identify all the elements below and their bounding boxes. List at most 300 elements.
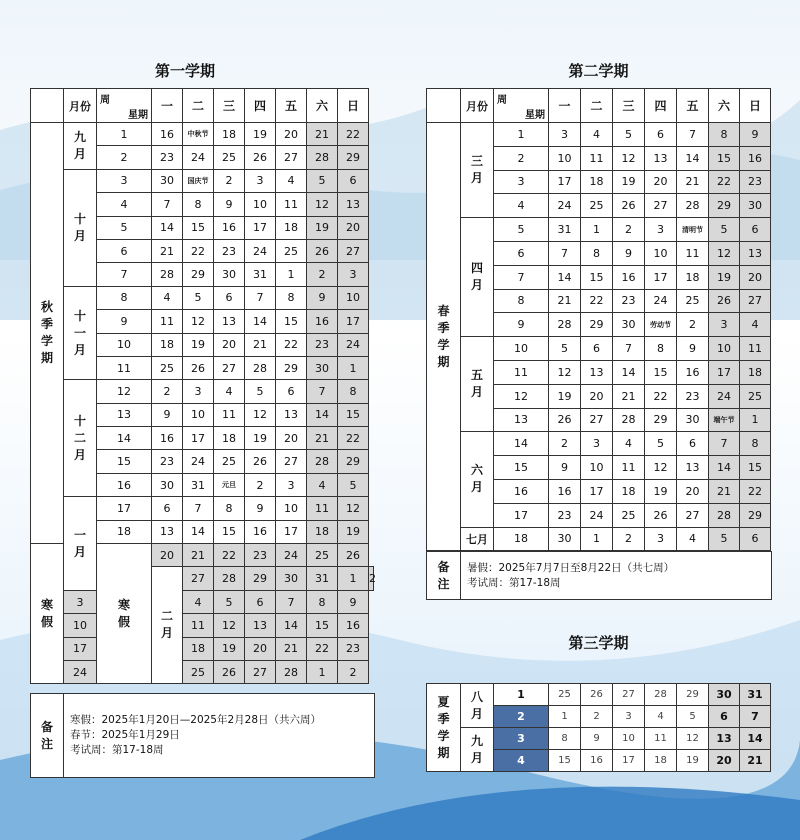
- break-day-cell: 13: [245, 614, 276, 637]
- break-day-cell: 14: [276, 614, 307, 637]
- break-day-cell: 10: [64, 614, 97, 637]
- day-cell: 18: [740, 360, 771, 384]
- week-row: [427, 337, 771, 361]
- day-cell: 2: [152, 380, 183, 403]
- day-cell: 19: [613, 170, 645, 194]
- day-cell: 8: [549, 728, 581, 750]
- day-cell: 24: [183, 450, 214, 473]
- break-day-cell: 2: [369, 567, 374, 590]
- week-number: 1: [494, 684, 549, 706]
- day-cell: 23: [677, 384, 709, 408]
- day-cell: 26: [307, 239, 338, 262]
- day-cell: 17: [183, 427, 214, 450]
- term2-title: 第二学期: [568, 62, 629, 80]
- day-cell: 30: [677, 408, 709, 432]
- day-cell: 26: [709, 289, 740, 313]
- day-cell: 6: [214, 286, 245, 309]
- day-cell: 25: [677, 289, 709, 313]
- day-cell: 17: [709, 360, 740, 384]
- day-cell: 14: [549, 265, 581, 289]
- month-aug: 八月: [461, 684, 494, 728]
- break-day-cell: 26: [338, 544, 369, 567]
- break-day-cell: 27: [183, 567, 214, 590]
- day-cell: 2: [581, 706, 613, 728]
- day-cell: 清明节: [677, 218, 709, 242]
- day-cell: 9: [245, 497, 276, 520]
- day-cell: 22: [338, 427, 369, 450]
- day-cell: 3: [276, 473, 307, 496]
- day-cell: 6: [645, 123, 677, 147]
- day-cell: 25: [214, 146, 245, 169]
- day-cell: 29: [740, 503, 771, 527]
- break-row: [31, 637, 374, 660]
- day-cell: 4: [152, 286, 183, 309]
- day-cell: 19: [183, 333, 214, 356]
- day-cell: 3: [549, 123, 581, 147]
- day-cell: 13: [709, 728, 740, 750]
- day-cell: 4: [677, 527, 709, 551]
- day-cell: 30: [152, 473, 183, 496]
- day-cell: 11: [152, 310, 183, 333]
- day-cell: 4: [214, 380, 245, 403]
- day-cell: 28: [307, 450, 338, 473]
- day-cell: 6: [677, 432, 709, 456]
- header-blank: [427, 89, 461, 123]
- day-cell: 17: [549, 170, 581, 194]
- day-cell: 12: [677, 728, 709, 750]
- day-cell: 17: [276, 520, 307, 543]
- break-day-cell: 22: [307, 637, 338, 660]
- day-cell: 20: [740, 265, 771, 289]
- day-cell: 30: [549, 527, 581, 551]
- day-cell: 12: [613, 146, 645, 170]
- break-day-cell: 8: [307, 590, 338, 613]
- day-cell: 14: [677, 146, 709, 170]
- week-number: 4: [494, 750, 549, 772]
- week-number: 8: [494, 289, 549, 313]
- day-cell: 20: [677, 479, 709, 503]
- day-cell: 18: [152, 333, 183, 356]
- day-cell: 2: [677, 313, 709, 337]
- day-cell: 13: [740, 241, 771, 265]
- day-cell: 21: [709, 479, 740, 503]
- day-cell: 13: [276, 403, 307, 426]
- day-cell: 20: [276, 123, 307, 146]
- day-cell: 18: [645, 750, 677, 772]
- week-number: 13: [494, 408, 549, 432]
- day-cell: 10: [276, 497, 307, 520]
- day-header-tue: 二: [183, 89, 214, 123]
- day-cell: 19: [338, 520, 369, 543]
- week-number: 18: [494, 527, 549, 551]
- break-day-cell: 23: [338, 637, 369, 660]
- day-cell: 25: [549, 684, 581, 706]
- day-cell: 17: [581, 479, 613, 503]
- day-cell: 21: [613, 384, 645, 408]
- day-cell: 15: [183, 216, 214, 239]
- day-cell: 6: [276, 380, 307, 403]
- week-number: 15: [494, 456, 549, 480]
- day-cell: 1: [581, 527, 613, 551]
- day-cell: 31: [183, 473, 214, 496]
- break-day-cell: 17: [64, 637, 97, 660]
- day-cell: 6: [152, 497, 183, 520]
- week-number: 10: [494, 337, 549, 361]
- week-number: 16: [97, 473, 152, 496]
- day-cell: 19: [677, 750, 709, 772]
- day-cell: 29: [183, 263, 214, 286]
- day-cell: 12: [307, 193, 338, 216]
- term3-season-label: 夏季学期: [427, 684, 461, 772]
- break-day-cell: 28: [214, 567, 245, 590]
- day-cell: 16: [307, 310, 338, 333]
- day-header-sun: 日: [740, 89, 771, 123]
- day-cell: 16: [677, 360, 709, 384]
- break-day-cell: 30: [276, 567, 307, 590]
- day-cell: 27: [276, 146, 307, 169]
- day-cell: 26: [549, 408, 581, 432]
- day-cell: 13: [338, 193, 369, 216]
- break-day-cell: 24: [276, 544, 307, 567]
- break-day-cell: 18: [183, 637, 214, 660]
- day-cell: 28: [709, 503, 740, 527]
- break-day-cell: 24: [64, 660, 97, 683]
- day-cell: 14: [152, 216, 183, 239]
- week-row: [427, 527, 771, 551]
- day-cell: 9: [214, 193, 245, 216]
- day-cell: 7: [709, 432, 740, 456]
- day-cell: 3: [613, 706, 645, 728]
- day-cell: 9: [152, 403, 183, 426]
- day-cell: 9: [581, 728, 613, 750]
- day-cell: 9: [740, 123, 771, 147]
- day-cell: 10: [183, 403, 214, 426]
- day-cell: 30: [152, 169, 183, 192]
- header-diagonal: [97, 89, 152, 123]
- day-cell: 13: [581, 360, 613, 384]
- day-cell: 3: [183, 380, 214, 403]
- week-number: 15: [97, 450, 152, 473]
- week-number: 3: [97, 169, 152, 192]
- day-cell: 24: [645, 289, 677, 313]
- week-number: 5: [97, 216, 152, 239]
- term3-title: 第三学期: [568, 634, 629, 652]
- day-cell: 28: [613, 408, 645, 432]
- week-number: 4: [494, 194, 549, 218]
- day-cell: 10: [581, 456, 613, 480]
- week-row: [31, 123, 374, 146]
- day-cell: 20: [276, 427, 307, 450]
- day-cell: 11: [581, 146, 613, 170]
- break-row: [31, 614, 374, 637]
- day-cell: 8: [581, 241, 613, 265]
- day-cell: 29: [709, 194, 740, 218]
- term2-note-summer: 暑假：2025年7月7日至8月22日（共七周）: [467, 561, 675, 574]
- day-cell: 18: [581, 170, 613, 194]
- day-cell: 22: [740, 479, 771, 503]
- day-header-sat: 六: [709, 89, 740, 123]
- day-cell: 25: [276, 239, 307, 262]
- day-cell: 10: [613, 728, 645, 750]
- week-number: 6: [494, 241, 549, 265]
- day-cell: 5: [183, 286, 214, 309]
- week-number: 9: [97, 310, 152, 333]
- day-cell: 15: [276, 310, 307, 333]
- day-cell: 4: [581, 123, 613, 147]
- term2-notes: [426, 551, 772, 600]
- day-cell: 18: [677, 265, 709, 289]
- day-cell: 29: [581, 313, 613, 337]
- day-cell: 5: [307, 169, 338, 192]
- week-number: 7: [97, 263, 152, 286]
- break-day-cell: 25: [307, 544, 338, 567]
- day-cell: 7: [307, 380, 338, 403]
- day-cell: 16: [549, 479, 581, 503]
- day-cell: 3: [645, 527, 677, 551]
- day-header-sun: 日: [338, 89, 369, 123]
- day-cell: 20: [338, 216, 369, 239]
- header-weekday: 星期: [525, 109, 545, 121]
- week-number: 11: [494, 360, 549, 384]
- break-day-cell: 4: [183, 590, 214, 613]
- day-cell: 10: [645, 241, 677, 265]
- break-day-cell: 1: [307, 660, 338, 683]
- day-cell: 15: [581, 265, 613, 289]
- day-cell: 16: [613, 265, 645, 289]
- day-cell: 16: [740, 146, 771, 170]
- day-cell: 14: [709, 456, 740, 480]
- day-cell: 22: [709, 170, 740, 194]
- day-cell: 4: [740, 313, 771, 337]
- day-cell: 10: [549, 146, 581, 170]
- day-cell: 5: [549, 337, 581, 361]
- break-day-cell: 20: [152, 544, 183, 567]
- day-cell: 16: [214, 216, 245, 239]
- week-number: 16: [494, 479, 549, 503]
- day-cell: 5: [677, 706, 709, 728]
- break-day-cell: 21: [183, 544, 214, 567]
- day-cell: 16: [152, 123, 183, 146]
- break-day-cell: 2: [338, 660, 369, 683]
- day-cell: 7: [152, 193, 183, 216]
- break-day-cell: 20: [245, 637, 276, 660]
- day-cell: 24: [709, 384, 740, 408]
- day-cell: 15: [740, 456, 771, 480]
- header-week: 周: [497, 94, 507, 106]
- week-number: 9: [494, 313, 549, 337]
- day-cell: 22: [338, 123, 369, 146]
- day-cell: 1: [581, 218, 613, 242]
- day-cell: 20: [581, 384, 613, 408]
- day-cell: 15: [338, 403, 369, 426]
- day-cell: 30: [214, 263, 245, 286]
- day-cell: 25: [613, 503, 645, 527]
- day-header-thu: 四: [645, 89, 677, 123]
- day-cell: 29: [338, 146, 369, 169]
- day-cell: 元旦: [214, 473, 245, 496]
- day-cell: 18: [276, 216, 307, 239]
- day-cell: 20: [645, 170, 677, 194]
- day-cell: 9: [307, 286, 338, 309]
- day-cell: 27: [740, 289, 771, 313]
- day-cell: 16: [581, 750, 613, 772]
- day-cell: 8: [183, 193, 214, 216]
- day-cell: 1: [338, 356, 369, 379]
- day-cell: 5: [338, 473, 369, 496]
- day-cell: 端午节: [709, 408, 740, 432]
- day-cell: 2: [613, 527, 645, 551]
- day-cell: 23: [214, 239, 245, 262]
- week-row: [31, 286, 374, 309]
- day-cell: 15: [709, 146, 740, 170]
- term1-notes-text: [64, 694, 375, 778]
- day-cell: 23: [613, 289, 645, 313]
- term2-calendar: [426, 88, 771, 551]
- week-number: 5: [494, 218, 549, 242]
- day-cell: 13: [152, 520, 183, 543]
- day-cell: 12: [338, 497, 369, 520]
- day-cell: 29: [338, 450, 369, 473]
- day-cell: 4: [276, 169, 307, 192]
- break-day-cell: 21: [276, 637, 307, 660]
- day-cell: 24: [245, 239, 276, 262]
- break-day-cell: 11: [183, 614, 214, 637]
- day-cell: 23: [549, 503, 581, 527]
- day-cell: 20: [214, 333, 245, 356]
- day-cell: 22: [645, 384, 677, 408]
- day-cell: 4: [307, 473, 338, 496]
- day-cell: 25: [740, 384, 771, 408]
- break-day-cell: 23: [245, 544, 276, 567]
- day-cell: 31: [549, 218, 581, 242]
- month-nov: 十一月: [64, 286, 97, 380]
- day-cell: 31: [245, 263, 276, 286]
- term1-break-season-label: 寒假: [31, 544, 64, 684]
- day-cell: 27: [581, 408, 613, 432]
- week-number: 8: [97, 286, 152, 309]
- day-cell: 21: [152, 239, 183, 262]
- break-day-cell: 5: [214, 590, 245, 613]
- day-cell: 27: [214, 356, 245, 379]
- day-cell: 24: [549, 194, 581, 218]
- day-cell: 17: [338, 310, 369, 333]
- day-cell: 29: [677, 684, 709, 706]
- day-cell: 23: [152, 146, 183, 169]
- day-cell: 21: [307, 123, 338, 146]
- day-cell: 26: [245, 450, 276, 473]
- break-day-cell: 16: [338, 614, 369, 637]
- break-day-cell: 7: [276, 590, 307, 613]
- week-number: 6: [97, 239, 152, 262]
- day-cell: 11: [740, 337, 771, 361]
- day-cell: 4: [645, 706, 677, 728]
- day-cell: 19: [549, 384, 581, 408]
- day-cell: 8: [645, 337, 677, 361]
- term1-notes: [30, 693, 375, 778]
- week-number: 12: [97, 380, 152, 403]
- term1-season-label: 秋季学期: [31, 123, 64, 544]
- week-number: 10: [97, 333, 152, 356]
- day-cell: 12: [645, 456, 677, 480]
- week-number: 4: [97, 193, 152, 216]
- day-cell: 1: [549, 706, 581, 728]
- day-cell: 30: [740, 194, 771, 218]
- day-header-mon: 一: [152, 89, 183, 123]
- header-diagonal: [494, 89, 549, 123]
- day-cell: 5: [709, 218, 740, 242]
- week-row: [31, 497, 374, 520]
- week-number: 1: [97, 123, 152, 146]
- week-number: 1: [494, 123, 549, 147]
- day-cell: 11: [613, 456, 645, 480]
- day-cell: 19: [245, 427, 276, 450]
- day-cell: 6: [740, 527, 771, 551]
- break-day-cell: 28: [276, 660, 307, 683]
- day-cell: 23: [307, 333, 338, 356]
- day-cell: 19: [709, 265, 740, 289]
- day-cell: 5: [613, 123, 645, 147]
- day-cell: 17: [645, 265, 677, 289]
- break-day-cell: 31: [307, 567, 338, 590]
- day-header-fri: 五: [677, 89, 709, 123]
- day-cell: 31: [740, 684, 771, 706]
- month-sep: 九月: [64, 123, 97, 170]
- day-cell: 29: [276, 356, 307, 379]
- day-cell: 12: [549, 360, 581, 384]
- term2-notes-text: [461, 552, 772, 600]
- header-weekday: 星期: [128, 109, 148, 121]
- week-number: 7: [494, 265, 549, 289]
- day-cell: 28: [245, 356, 276, 379]
- day-cell: 18: [214, 427, 245, 450]
- day-cell: 30: [613, 313, 645, 337]
- week-row: [31, 169, 374, 192]
- day-cell: 1: [740, 408, 771, 432]
- day-cell: 22: [183, 239, 214, 262]
- week-row: [427, 123, 771, 147]
- day-cell: 2: [307, 263, 338, 286]
- day-cell: 7: [740, 706, 771, 728]
- term2-note-exam: 考试周：第17-18周: [467, 576, 561, 589]
- day-cell: 国庆节: [183, 169, 214, 192]
- day-header-thu: 四: [245, 89, 276, 123]
- day-header-mon: 一: [549, 89, 581, 123]
- day-cell: 21: [677, 170, 709, 194]
- break-day-cell: 27: [245, 660, 276, 683]
- week-row: [427, 218, 771, 242]
- day-cell: 25: [152, 356, 183, 379]
- day-cell: 22: [581, 289, 613, 313]
- day-header-tue: 二: [581, 89, 613, 123]
- day-cell: 2: [613, 218, 645, 242]
- day-cell: 7: [549, 241, 581, 265]
- month-may: 五月: [461, 337, 494, 432]
- week-number: 2: [97, 146, 152, 169]
- break-day-cell: 25: [183, 660, 214, 683]
- week-row: [427, 432, 771, 456]
- day-cell: 28: [549, 313, 581, 337]
- break-day-cell: 9: [338, 590, 369, 613]
- day-cell: 10: [338, 286, 369, 309]
- month-mar: 三月: [461, 123, 494, 218]
- day-cell: 11: [214, 403, 245, 426]
- day-cell: 28: [677, 194, 709, 218]
- day-cell: 17: [613, 750, 645, 772]
- day-cell: 24: [338, 333, 369, 356]
- day-cell: 11: [276, 193, 307, 216]
- day-cell: 5: [245, 380, 276, 403]
- day-cell: 9: [549, 456, 581, 480]
